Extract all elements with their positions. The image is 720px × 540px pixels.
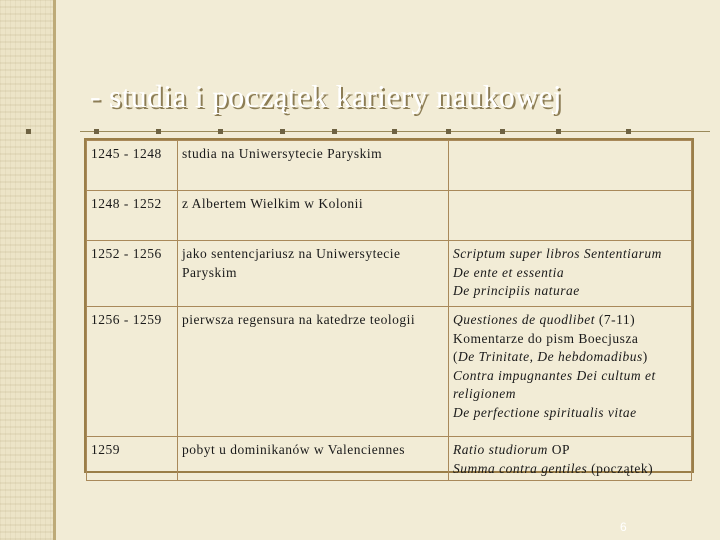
work-title-segment: Ratio studiorum	[453, 442, 548, 457]
rule-mark	[218, 129, 223, 134]
rule-mark	[280, 129, 285, 134]
row-description: z Albertem Wielkim w Kolonii	[178, 191, 449, 241]
rule-mark	[500, 129, 505, 134]
work-title-segment: Summa contra gentiles	[453, 460, 588, 476]
rule-mark	[392, 129, 397, 134]
rule-mark	[94, 129, 99, 134]
row-year: 1248 - 1252	[87, 191, 178, 241]
work-line	[453, 330, 687, 349]
work-note-segment: )	[642, 349, 648, 364]
work-line	[453, 311, 687, 330]
table-row	[87, 191, 692, 241]
row-year: 1256 - 1259	[87, 307, 178, 437]
side-strip-divider	[53, 0, 56, 540]
rule-mark	[556, 129, 561, 134]
work-line	[453, 348, 687, 367]
work-title-segment: De perfectione spiritualis vitae	[453, 404, 637, 420]
work-title: De ente et essentia	[453, 264, 565, 280]
row-year: 1252 - 1256	[87, 241, 178, 307]
work-line	[453, 404, 687, 423]
row-description: jako sentencjariusz na Uniwersytecie Paryskim	[178, 241, 449, 307]
row-description: pobyt u dominikanów w Valenciennes	[178, 437, 449, 481]
table-row	[87, 437, 692, 481]
rule-mark	[626, 129, 631, 134]
work-note-segment: OP	[547, 442, 571, 457]
work-note-segment: (7-11)	[594, 312, 636, 327]
slide-title: - studia i początek kariery naukowej	[90, 78, 562, 114]
work-note-segment: Komentarze do pism Boecjusza	[453, 330, 639, 346]
row-year: 1259	[87, 437, 178, 481]
row-works	[449, 241, 692, 307]
timeline-table	[86, 140, 692, 481]
table-row	[87, 241, 692, 307]
timeline-table-frame	[84, 138, 694, 476]
work-title: Scriptum super libros Sententiarum	[453, 246, 662, 261]
table-row	[87, 141, 692, 191]
work-note-segment: (	[453, 349, 458, 364]
row-works	[449, 437, 692, 481]
timeline-table-body	[87, 141, 692, 481]
title-rule	[80, 129, 710, 135]
row-description: pierwsza regensura na katedrze teologii	[178, 307, 449, 437]
row-year: 1245 - 1248	[87, 141, 178, 191]
work-title-segment: Contra impugnantes Dei cultum et religionem	[453, 367, 656, 401]
work-line	[453, 367, 687, 404]
work-note-segment: (początek)	[587, 460, 654, 476]
work-line	[453, 460, 687, 479]
work-title: De principiis naturae	[453, 283, 580, 298]
table-row	[87, 307, 692, 437]
work-line	[453, 441, 687, 460]
rule-mark	[446, 129, 451, 134]
rule-mark	[332, 129, 337, 134]
row-works	[449, 141, 692, 191]
title-rule-marks	[80, 129, 710, 135]
work-title-segment: De Trinitate, De hebdomadibus	[458, 349, 643, 364]
decorative-side-strip	[0, 0, 56, 540]
rule-mark	[26, 129, 31, 134]
page-number: 6	[620, 520, 627, 534]
row-works	[449, 307, 692, 437]
rule-mark	[156, 129, 161, 134]
row-works	[449, 191, 692, 241]
work-title-segment: Questiones de quodlibet	[453, 312, 595, 327]
row-description: studia na Uniwersytecie Paryskim	[178, 141, 449, 191]
